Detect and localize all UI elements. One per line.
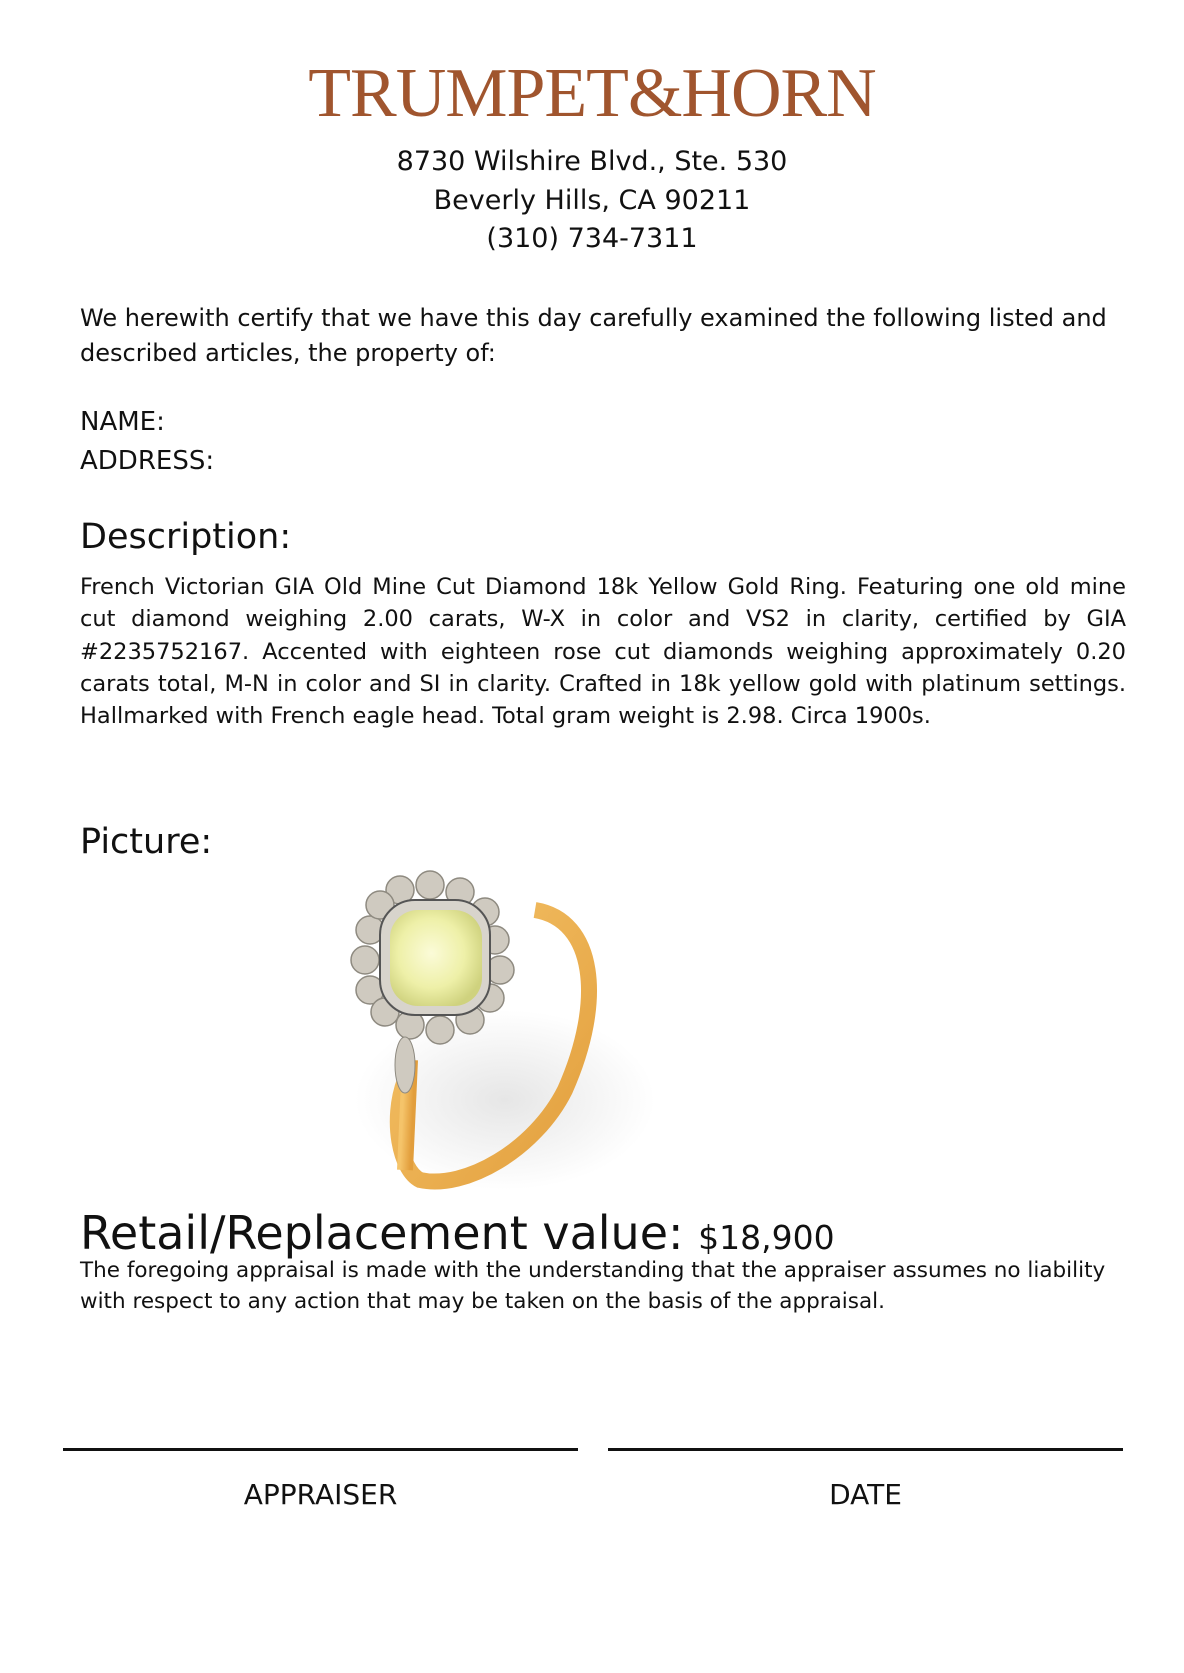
value-amount: $18,900 [698,1218,835,1257]
appraiser-label: APPRAISER [243,1478,398,1511]
phone-number: (310) 734-7311 [486,223,698,254]
date-label: DATE [829,1478,902,1511]
appraiser-signature-line [63,1448,578,1451]
description-text: French Victorian GIA Old Mine Cut Diamond 18k Yellow Gold Ring. Featuring one old mine cut diamond weighing 2.00 carats, W-X in color and VS2 in clarity, certified by GIA #2235752167. Accented with eighteen rose cut diamonds weighing approximately 0.20 carats total, M-N in color and SI in clarity. Crafted in 18k yellow gold with platinum settings. Hallmarked with French eagle head. Total gram weight is 2.98. Circa 1900s. [80,574,1126,730]
date-signature-line [608,1448,1123,1451]
disclaimer-text: The foregoing appraisal is made with the understanding that the appraiser assumes no liability with respect to any action that may be taken on the basis of the appraisal. [80,1258,1106,1314]
name-label: NAME: [80,407,165,437]
brand-logo: TRUMPET&HORN [308,55,876,132]
description-heading: Description: [80,517,292,557]
ring-image [335,870,665,1200]
value-label: Retail/Replacement value: [80,1206,684,1260]
address-line-1: 8730 Wilshire Blvd., Ste. 530 [396,146,788,177]
address-line-2: Beverly Hills, CA 90211 [433,185,751,216]
picture-heading: Picture: [80,822,213,862]
address-label: ADDRESS: [80,446,215,476]
certification-intro: We herewith certify that we have this day carefully examined the following listed and described articles, the property of: [80,304,1107,367]
